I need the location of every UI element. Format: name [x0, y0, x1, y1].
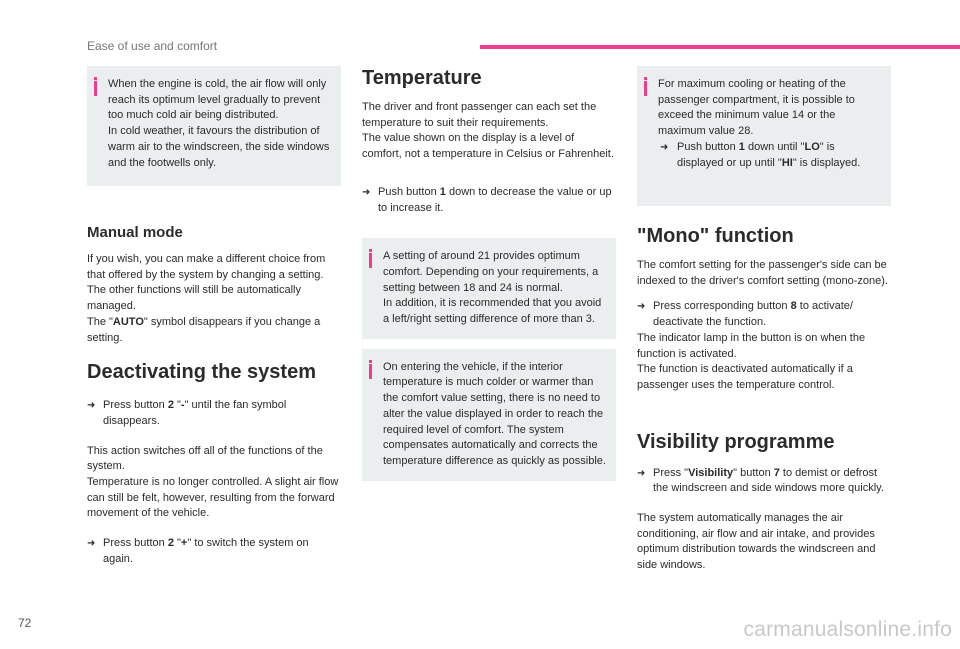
info-text: A setting of around 21 provides optimum comfort. Depending on your requirements, a setting between 18 and 24 is normal. [383, 250, 599, 294]
page-number: 72 [18, 616, 32, 630]
plus-symbol: + [180, 537, 188, 550]
arrow-bullet-icon: ➜ [637, 301, 646, 313]
button-number: 1 [439, 185, 446, 198]
paragraph: The comfort setting for the passenger's side can be indexed to the driver's comfort setting (mono-zone). [637, 259, 888, 287]
arrow-bullet-icon: ➜ [660, 141, 669, 153]
watermark-text: carmanualsonline.info [743, 618, 952, 641]
info-box-recommended-setting [362, 238, 616, 339]
page-header-title: Ease of use and comfort [87, 39, 218, 53]
column-middle [362, 66, 616, 481]
text-fragment: " is displayed. [792, 156, 861, 169]
text-fragment: " button [733, 466, 774, 479]
paragraph: The indicator lamp in the button is on when the function is activated. [637, 331, 866, 360]
text-fragment: Press button [103, 399, 168, 412]
paragraph: The driver and front passenger can each set the temperature to suit their requirements. [362, 101, 597, 129]
text-fragment: Push button [378, 185, 440, 198]
info-box-entering-vehicle [362, 349, 616, 481]
info-text: In addition, it is recommended that you avoid a left/right setting difference of more than 3. [383, 297, 602, 326]
paragraph: The value shown on the display is a level of comfort, not a temperature in Celsius or Fahrenheit. [362, 132, 614, 161]
paragraph: If you wish, you can make a different choice from that offered by the system by changing a setting. The other functions will still be automatically managed. [87, 253, 326, 313]
hi-label: HI [781, 156, 793, 169]
auto-symbol-label: AUTO [112, 315, 144, 328]
text-fragment: " until the fan symbol disappears. [103, 399, 287, 427]
instruction-bullet [87, 536, 341, 567]
instruction-bullet [637, 299, 891, 330]
text-fragment: down until " [744, 140, 805, 153]
info-text: On entering the vehicle, if the interior temperature is much colder or warmer than the comfort value setting, there is no need to alter the value displayed in order to reach the required level of comfort. The system compensates automatically and corrects the temperature difference as quickly as possible. [383, 360, 606, 467]
minus-symbol: - [180, 399, 185, 412]
instruction-bullet [87, 398, 341, 429]
button-number: 2 [167, 399, 174, 412]
info-text: When the engine is cold, the air flow will only reach its optimum level gradually to prevent too much cold air being distributed. [108, 78, 327, 122]
section-title-manual-mode: Manual mode [87, 224, 183, 241]
text-fragment: " is displayed or up until " [677, 140, 835, 169]
text-fragment: " to switch the system on again. [103, 537, 309, 565]
button-number: 1 [738, 140, 745, 153]
column-left [87, 66, 341, 568]
paragraph [87, 315, 341, 346]
arrow-bullet-icon: ➜ [362, 186, 371, 198]
button-number: 8 [790, 300, 797, 313]
text-fragment: " [173, 537, 181, 550]
instruction-bullet [658, 140, 881, 171]
text-fragment: down to decrease the value or up to increase it. [378, 185, 612, 214]
info-text: For maximum cooling or heating of the passenger compartment, it is possible to exceed the minimum value 14 or the maximum value 28. [658, 78, 855, 138]
instruction-bullet [637, 466, 891, 497]
text-fragment: " symbol disappears if you change a setting. [87, 315, 321, 344]
info-icon [369, 364, 372, 379]
arrow-bullet-icon: ➜ [87, 400, 96, 412]
section-title-temperature: Temperature [362, 67, 482, 89]
arrow-bullet-icon: ➜ [87, 538, 96, 550]
paragraph: This action switches off all of the functions of the system. [87, 444, 323, 473]
button-number: 2 [167, 537, 174, 550]
info-icon [94, 81, 97, 96]
text-fragment: " [173, 399, 181, 412]
info-icon [644, 81, 647, 96]
column-right [637, 66, 891, 574]
visibility-button-name: Visibility [688, 466, 734, 479]
paragraph: The function is deactivated automatically if a passenger uses the temperature control. [637, 363, 853, 391]
section-title-mono-function: "Mono" function [637, 225, 794, 247]
text-fragment: to activate/ deactivate the function. [653, 300, 853, 329]
info-box-cold-engine [87, 66, 341, 186]
text-fragment: The " [87, 315, 113, 328]
info-box-max-cooling [637, 66, 891, 206]
arrow-bullet-icon: ➜ [637, 467, 646, 479]
lo-label: LO [804, 140, 820, 153]
info-icon [369, 253, 372, 268]
text-fragment: Push button [677, 140, 739, 153]
text-fragment: Press button [103, 537, 168, 550]
text-fragment: Press " [653, 466, 689, 479]
text-fragment: to demist or defrost the windscreen and side windows more quickly. [653, 466, 884, 495]
section-title-visibility-programme: Visibility programme [637, 430, 835, 453]
paragraph: Temperature is no longer controlled. A slight air flow can still be felt, however, resulting from the forward movement of the vehicle. [87, 476, 339, 520]
button-number: 7 [773, 466, 780, 479]
section-title-deactivating: Deactivating the system [87, 361, 316, 384]
text-fragment: Press corresponding button [653, 300, 791, 313]
info-text: In cold weather, it favours the distribution of warm air to the windscreen, the side windows and the footwells only. [108, 125, 330, 169]
paragraph: The system automatically manages the air conditioning, air flow and air intake, and provides optimum distribution towards the windscreen and side windows. [637, 512, 876, 572]
header-accent-bar [480, 45, 960, 49]
instruction-bullet [362, 185, 616, 216]
